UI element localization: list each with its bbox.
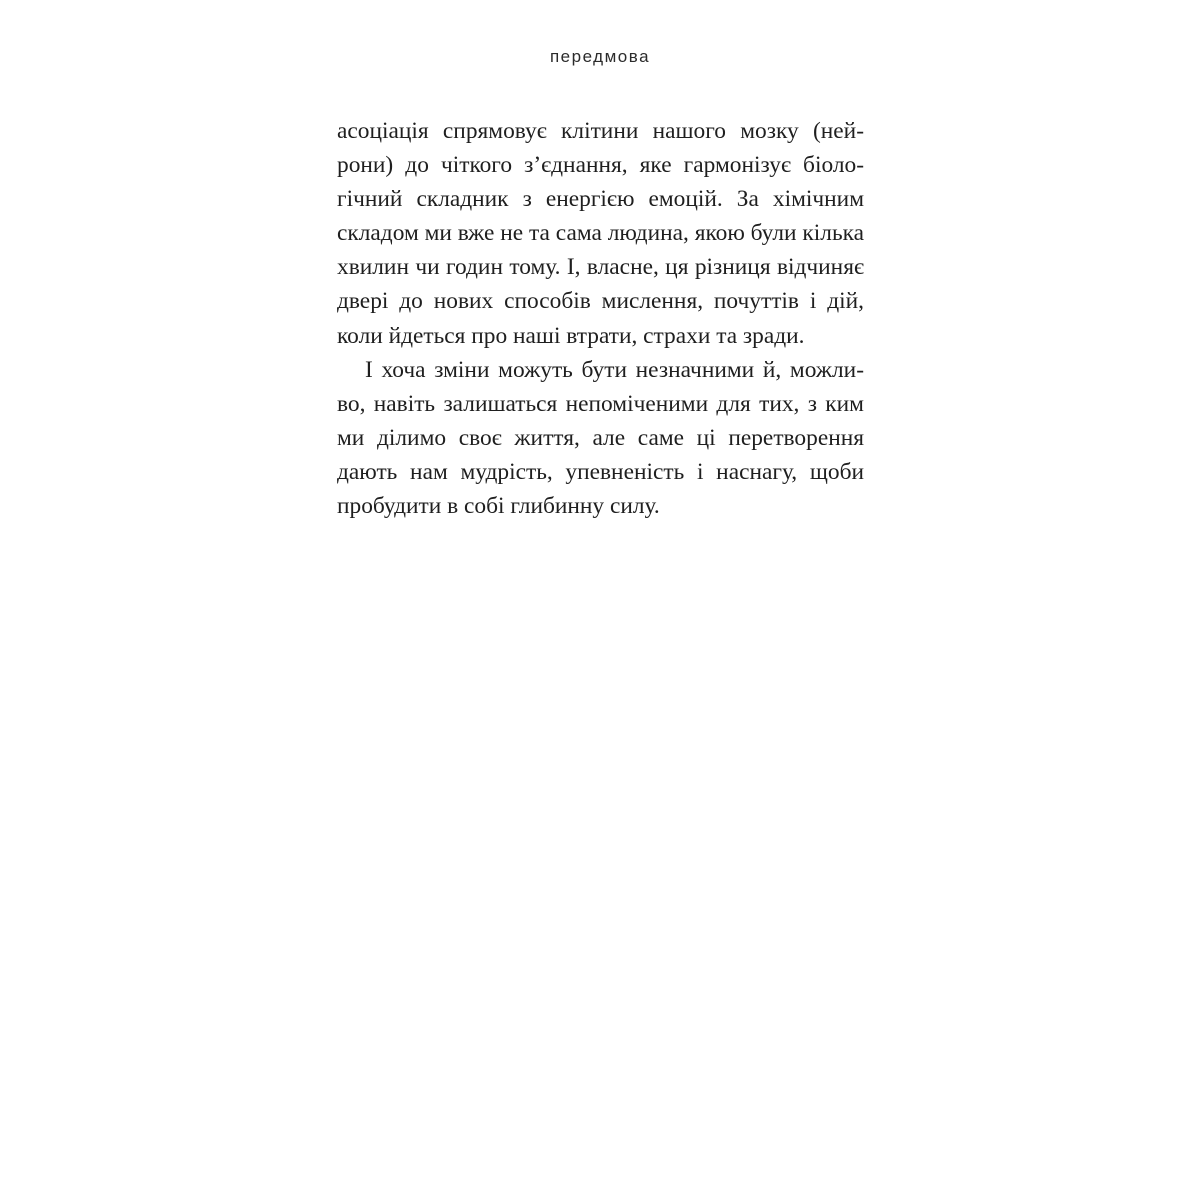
text-line: асоціація спрямовує клітини нашого мозку (ней- (337, 118, 864, 144)
text-line: ми ділимо своє життя, але саме ці перетворення (337, 424, 864, 451)
paragraph (337, 114, 864, 353)
text-line: гічний складник з енергією емоцій. За хімічним (337, 186, 864, 213)
text-line: дають нам мудрість, упевненість і наснагу, щоби (337, 458, 864, 485)
text-line: коли йдеться про наші втрати, страхи та зради. (337, 322, 805, 349)
text-line: пробудити в собі глибинну силу. (337, 493, 660, 520)
text-line: рони) до чіткого з’єднання, яке гармонізує біоло- (337, 152, 864, 179)
text-line: двері до нових способів мислення, почуттів і дій, (337, 288, 864, 315)
text-line: І хоча зміни можуть бути незначними й, можли- (365, 356, 864, 383)
text-line: складом ми вже не та сама людина, якою були кілька (337, 220, 864, 247)
running-head: передмова (549, 47, 651, 66)
paragraph (337, 353, 864, 523)
text-line: хвилин чи годин тому. І, власне, ця різниця відчиняє (337, 254, 864, 281)
body-text (337, 114, 864, 523)
text-line: во, навіть залишаться непоміченими для тих, з ким (337, 390, 864, 417)
